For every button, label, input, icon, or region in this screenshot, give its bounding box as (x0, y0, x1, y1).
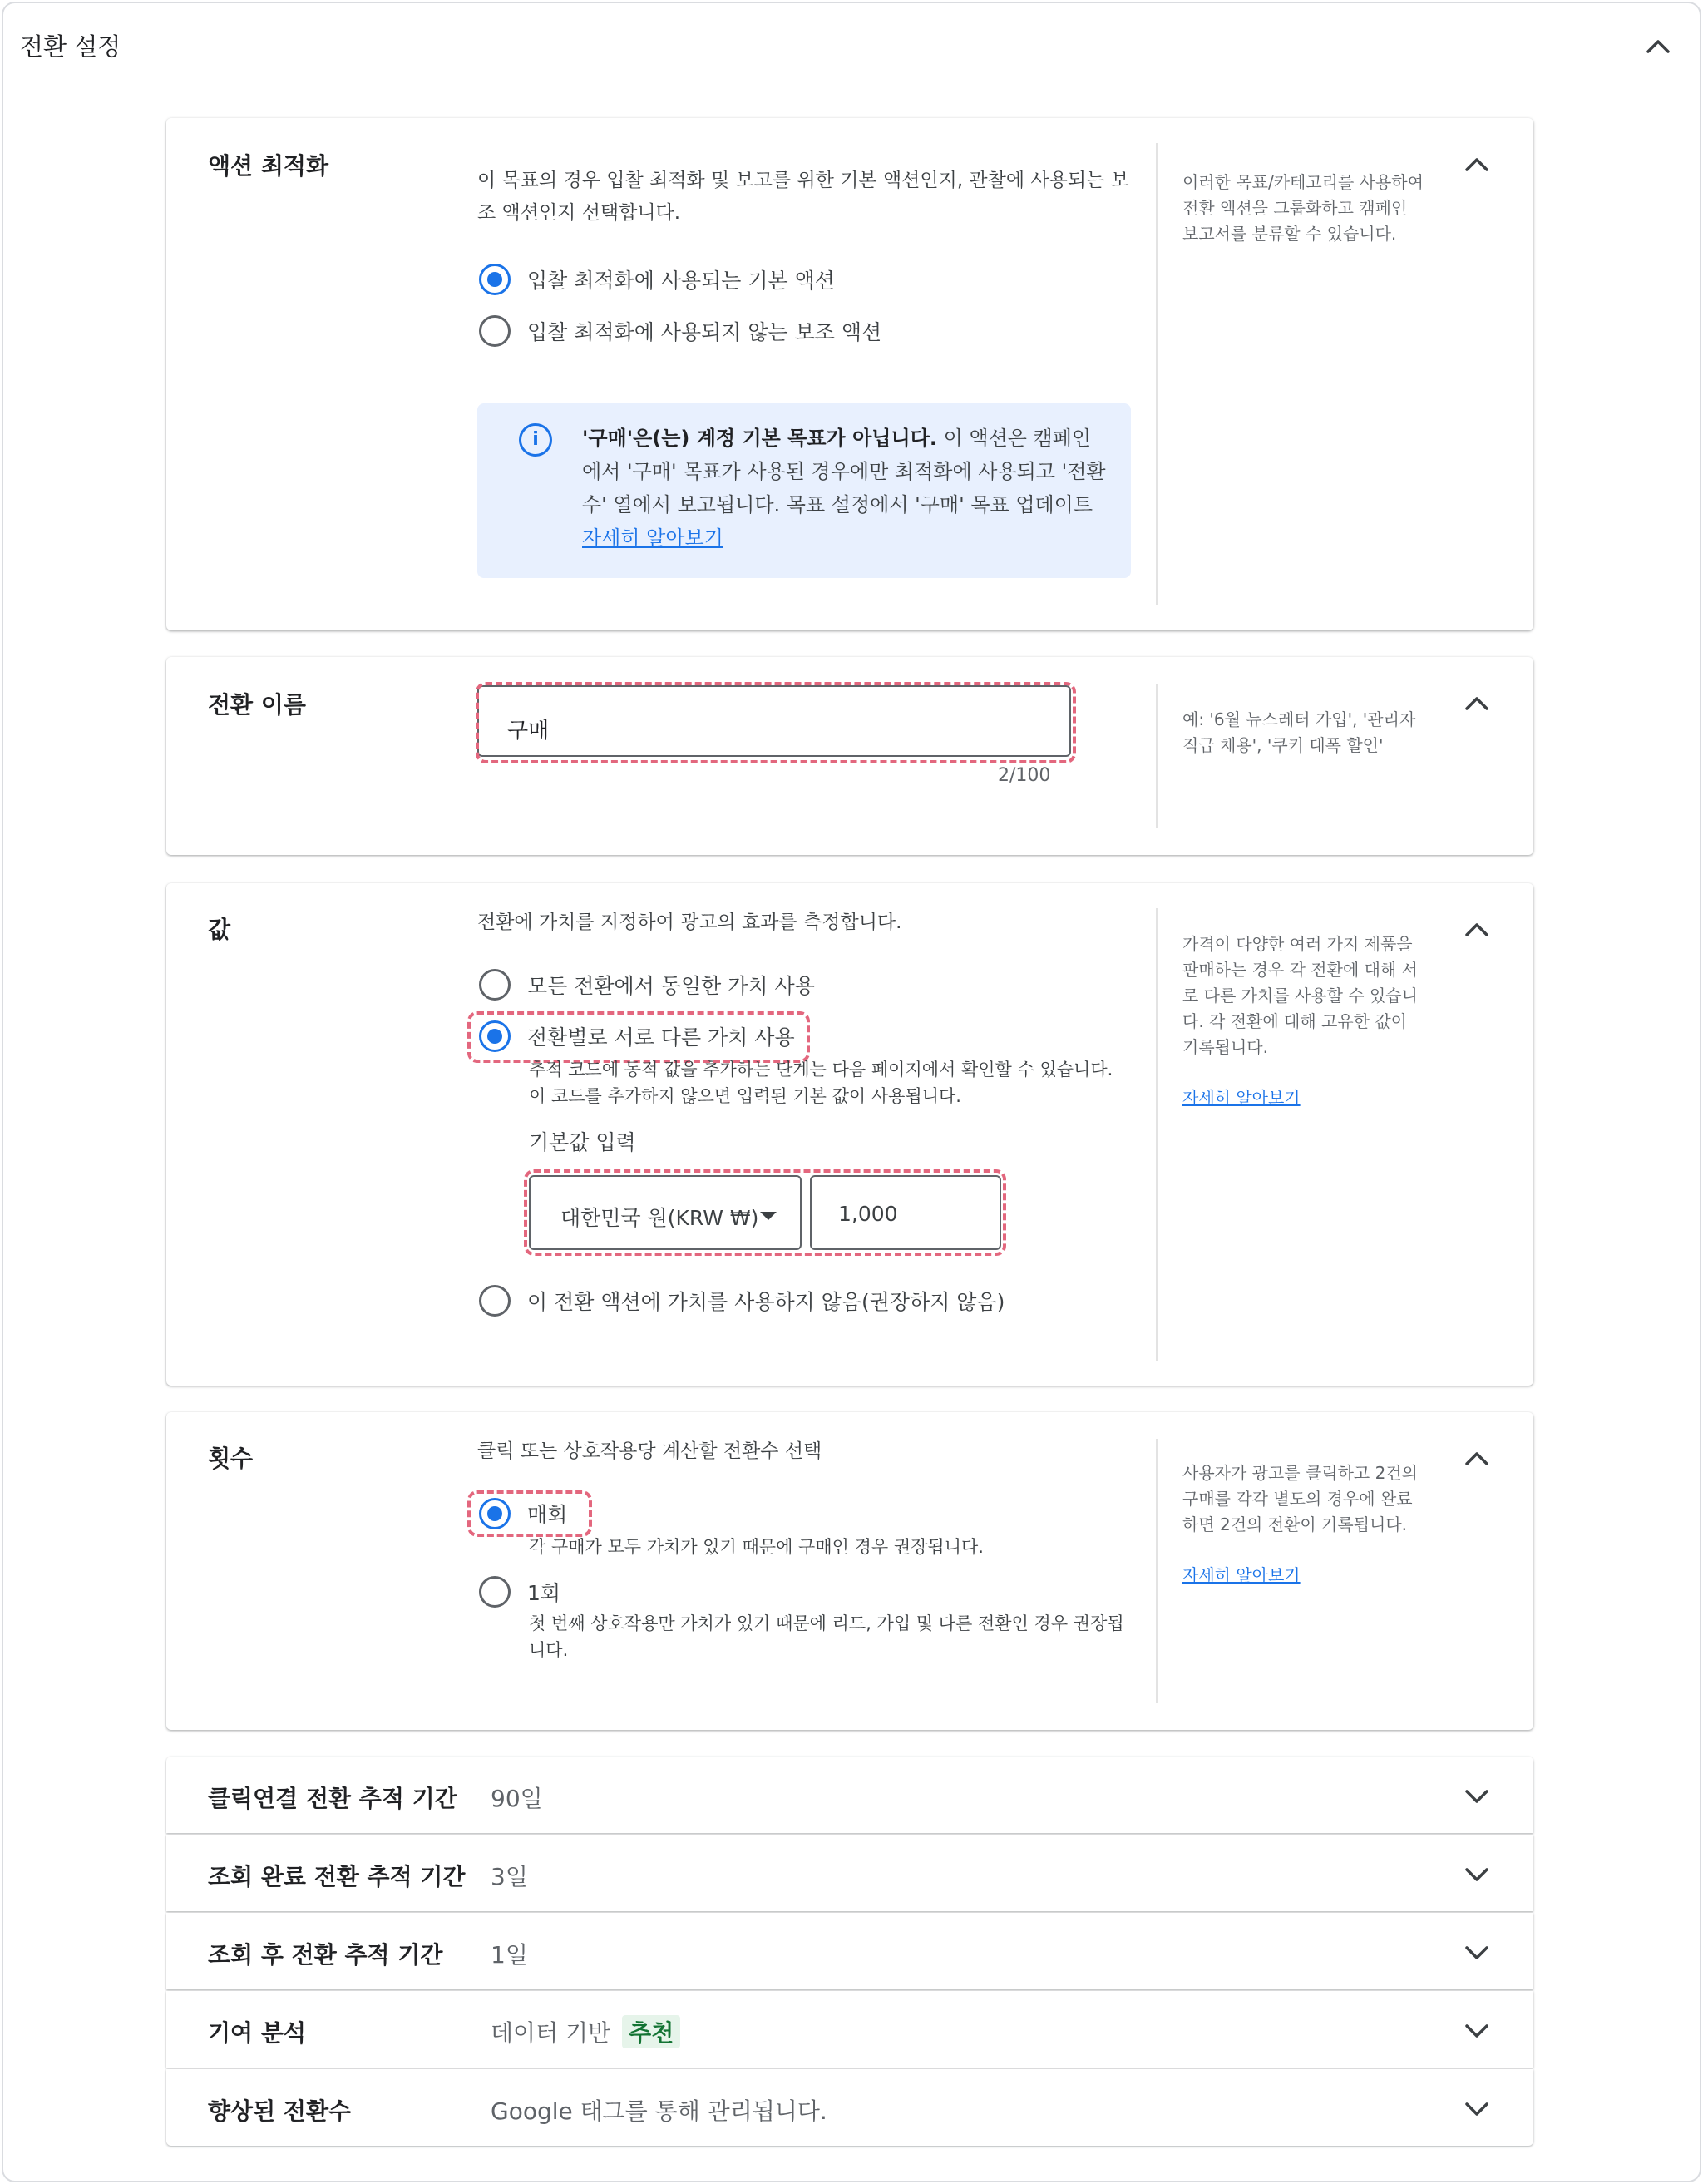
help-body: 사용자가 광고를 클릭하고 2건의 구매를 각각 별도의 경우에 완료하면 2건의 전환이 기록됩니다. (1182, 1463, 1418, 1534)
radio-no-value[interactable] (479, 1282, 1005, 1319)
radio-label: 이 전환 액션에 가치를 사용하지 않음(권장하지 않음) (527, 1290, 1005, 1314)
panel-title: 전환 설정 (20, 32, 121, 61)
view-through-window-row[interactable] (166, 1913, 1533, 1989)
chevron-up-icon[interactable] (1460, 1445, 1493, 1470)
section-title: 값 (208, 916, 231, 943)
radio-secondary-action[interactable] (479, 313, 881, 349)
divider (1156, 143, 1158, 605)
engaged-view-window-row[interactable] (166, 1835, 1533, 1911)
row-value: 90일 (491, 1785, 543, 1812)
info-body-text: 이 액션은 캠페인에서 '구매' 목표가 사용된 경우에만 최적화에 사용되고 '전환수' 열에서 보고됩니다. 목표 설정에서 '구매' 목표 업데이트 (582, 427, 1106, 516)
default-value-label: 기본값 입력 (529, 1130, 636, 1154)
value-card (166, 883, 1533, 1386)
row-value (491, 2015, 680, 2048)
radio-unchecked-icon[interactable] (479, 1576, 511, 1608)
section-title: 전환 이름 (208, 691, 306, 719)
character-counter: 2/100 (998, 765, 1051, 786)
recommended-badge: 추천 (622, 2015, 680, 2048)
row-label: 기여 분석 (208, 2019, 306, 2047)
count-card (166, 1412, 1533, 1730)
chevron-down-icon[interactable] (1460, 2096, 1493, 2121)
row-label: 클릭연결 전환 추적 기간 (208, 1785, 457, 1812)
section-description: 클릭 또는 상호작용당 계산할 전환수 선택 (477, 1440, 822, 1462)
help-body: 가격이 다양한 여러 가지 제품을 판매하는 경우 각 전환에 대해 서로 다른 가치를 사용할 수 있습니다. 각 전환에 대해 고유한 값이 기록됩니다. (1182, 934, 1418, 1057)
row-value: 3일 (491, 1863, 528, 1890)
conversion-settings-panel (2, 2, 1701, 2182)
highlight-box (476, 682, 1076, 763)
conversion-name-card (166, 657, 1533, 855)
radio-unchecked-icon[interactable] (479, 1285, 511, 1317)
attribution-row[interactable] (166, 1991, 1533, 2068)
info-notice (477, 403, 1131, 578)
divider (1156, 684, 1158, 828)
action-optimization-card (166, 118, 1533, 630)
divider (1156, 908, 1158, 1361)
radio-one[interactable] (479, 1574, 560, 1610)
currency-value: 대한민국 원(KRW ₩) (560, 1206, 759, 1230)
enhanced-conversions-row[interactable] (166, 2069, 1533, 2146)
info-bold-text: '구매'은(는) 계정 기본 목표가 아닙니다. (582, 427, 937, 450)
option-note: 추적 코드에 동적 값을 추가하는 단계는 다음 페이지에서 확인할 수 있습니다. 이 코드를 추가하지 않으면 입력된 기본 값이 사용됩니다. (529, 1060, 1113, 1106)
highlight-box (467, 1490, 592, 1537)
section-title: 횟수 (208, 1445, 254, 1472)
chevron-up-icon[interactable] (1460, 917, 1493, 941)
radio-label: 입찰 최적화에 사용되는 기본 액션 (527, 269, 835, 293)
chevron-down-icon[interactable] (1460, 2018, 1493, 2043)
help-text: 이러한 목표/카테고리를 사용하여 전환 액션을 그룹화하고 캠페인 보고서를 분류할 수 있습니다. (1182, 172, 1424, 244)
chevron-down-icon[interactable] (1460, 1783, 1493, 1808)
radio-label: 1회 (527, 1581, 561, 1605)
option-note: 각 구매가 모두 가치가 있기 때문에 구매인 경우 권장됩니다. (529, 1537, 984, 1557)
learn-more-link[interactable]: 자세히 알아보기 (582, 526, 723, 550)
radio-primary-action[interactable] (479, 261, 835, 298)
row-value: 1일 (491, 1941, 528, 1969)
row-value: Google 태그를 통해 관리됩니다. (491, 2098, 827, 2125)
radio-label: 매회 (527, 1503, 568, 1527)
default-value-input[interactable]: 1,000 (810, 1175, 1001, 1250)
row-label: 조회 완료 전환 추적 기간 (208, 1863, 466, 1890)
section-title: 액션 최적화 (208, 152, 328, 180)
highlight-box (524, 1169, 1006, 1256)
divider (1156, 1439, 1158, 1703)
radio-same-value[interactable] (479, 966, 815, 1003)
chevron-up-icon[interactable] (1460, 151, 1493, 176)
help-text (1182, 931, 1424, 1111)
chevron-up-icon[interactable] (1641, 33, 1675, 58)
radio-unchecked-icon[interactable] (479, 315, 511, 347)
conversion-name-input[interactable]: 구매 (477, 685, 1071, 757)
radio-label: 입찰 최적화에 사용되지 않는 보조 액션 (527, 320, 882, 344)
learn-more-link[interactable]: 자세히 알아보기 (1182, 1088, 1301, 1108)
radio-unchecked-icon[interactable] (479, 969, 511, 1001)
row-label: 조회 후 전환 추적 기간 (208, 1941, 443, 1969)
chevron-down-icon[interactable] (1460, 1861, 1493, 1886)
highlight-box (467, 1011, 810, 1063)
radio-label: 모든 전환에서 동일한 가치 사용 (527, 974, 815, 998)
radio-checked-icon[interactable] (479, 264, 511, 295)
row-label: 향상된 전환수 (208, 2098, 352, 2125)
chevron-up-icon[interactable] (1460, 690, 1493, 715)
section-description: 이 목표의 경우 입찰 최적화 및 보고를 위한 기본 액션인지, 관찰에 사용되는 보조 액션인지 선택합니다. (477, 170, 1129, 224)
radio-label: 전환별로 서로 다른 가치 사용 (527, 1025, 795, 1050)
section-description: 전환에 가치를 지정하여 광고의 효과를 측정합니다. (477, 912, 902, 933)
info-text (582, 422, 1106, 555)
attribution-model: 데이터 기반 (491, 2019, 611, 2047)
help-text (1182, 1460, 1424, 1589)
click-through-window-row[interactable] (166, 1757, 1533, 1833)
learn-more-link[interactable]: 자세히 알아보기 (1182, 1565, 1301, 1585)
option-note: 첫 번째 상호작용만 가치가 있기 때문에 리드, 가입 및 다른 전환인 경우 권장됩니다. (529, 1613, 1124, 1660)
chevron-down-icon[interactable] (1460, 1939, 1493, 1964)
help-text: 예: '6월 뉴스레터 가입', '관리자 직급 채용', '쿠키 대폭 할인' (1182, 709, 1416, 755)
info-icon: i (519, 423, 552, 457)
